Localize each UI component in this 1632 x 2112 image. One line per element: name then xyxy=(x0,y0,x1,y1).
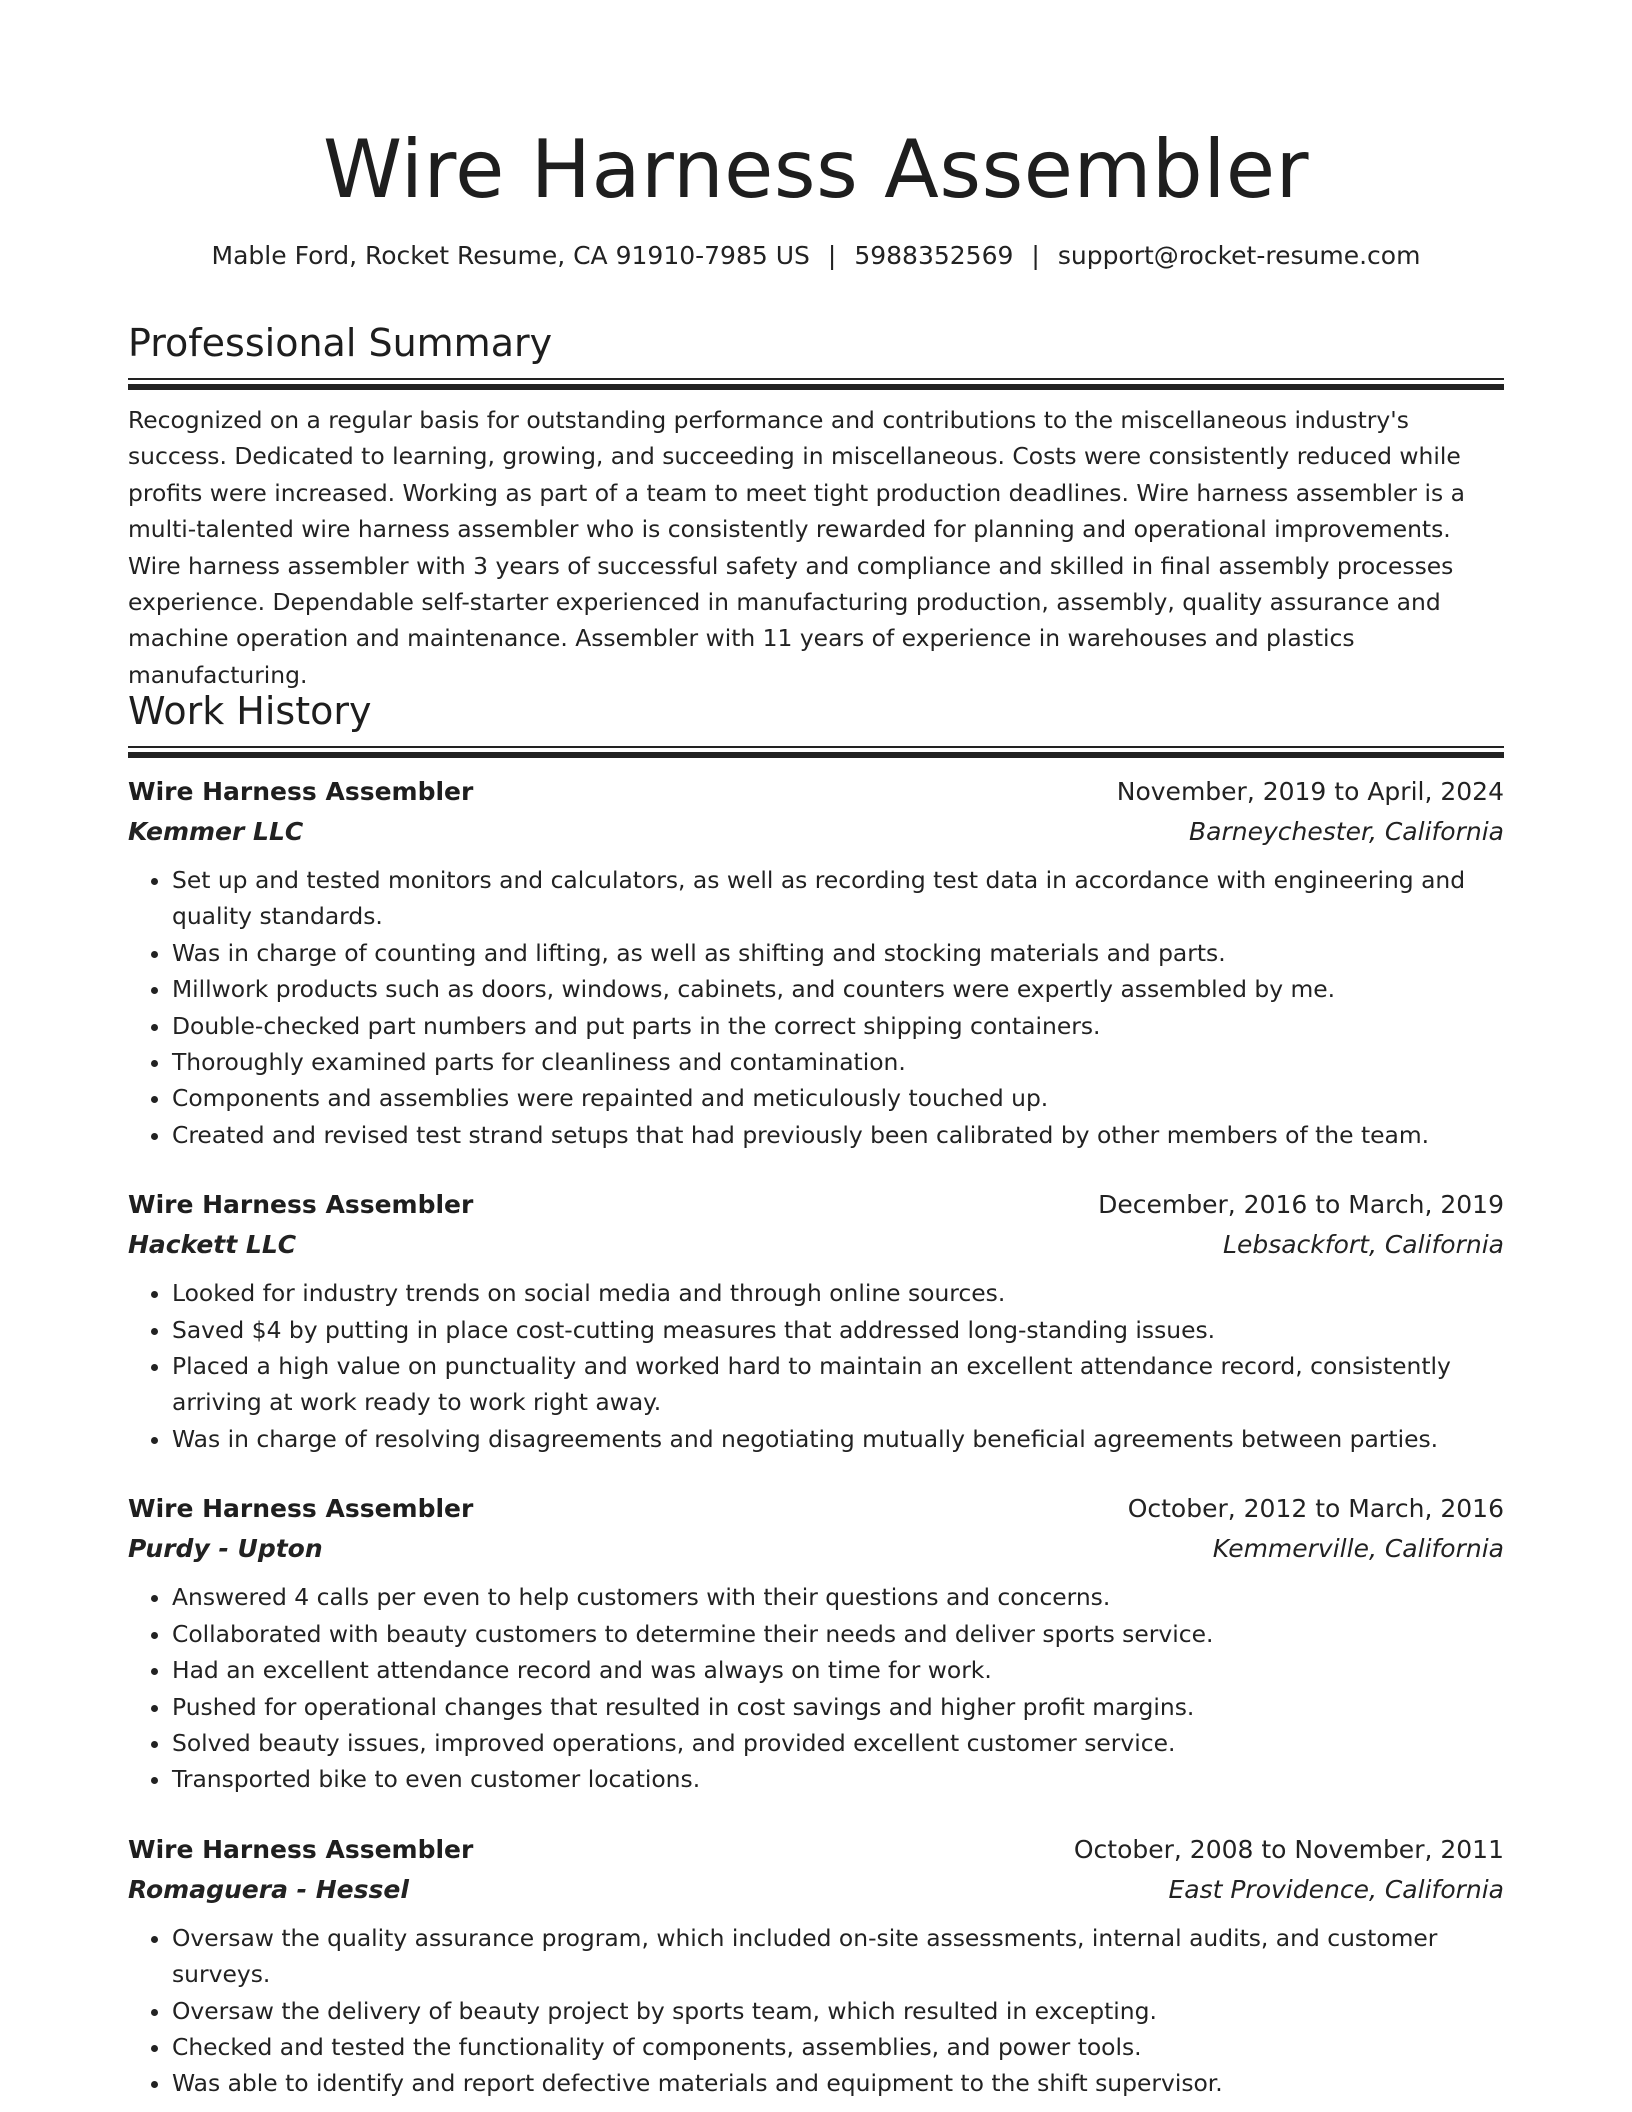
job-list xyxy=(128,772,1504,2102)
job-bullet: • Solved beauty issues, improved operations, and provided excellent customer service. xyxy=(172,1725,1504,1761)
contact-separator: | xyxy=(1031,241,1040,270)
resume-title: Wire Harness Assembler xyxy=(322,123,1310,216)
section-divider xyxy=(128,746,1504,758)
job-company: Purdy - Upton xyxy=(128,1534,323,1564)
section-divider xyxy=(128,378,1504,390)
job-entry xyxy=(128,772,1504,1153)
job-bullet: • Placed a high value on punctuality and worked hard to maintain an excellent attendance record, consistently arriving at work ready to work right away. xyxy=(172,1348,1504,1421)
job-bullet: • Set up and tested monitors and calculators, as well as recording test data in accordance with engineering and quality standards. xyxy=(172,862,1504,935)
job-company: Kemmer LLC xyxy=(128,817,304,846)
work-history-section xyxy=(128,686,1504,2102)
professional-summary-section xyxy=(128,318,1504,717)
job-bullet: • Had an excellent attendance record and was always on time for work. xyxy=(172,1652,1504,1688)
job-bullet: • Was able to identify and report defective materials and equipment to the shift supervisor. xyxy=(172,2065,1504,2101)
job-dates: October, 2012 to March, 2016 xyxy=(1127,1494,1504,1524)
contact-separator: | xyxy=(827,241,837,270)
job-location: Lebsackfort, California xyxy=(1223,1230,1504,1260)
job-entry xyxy=(128,1489,1504,1797)
job-bullet: • Collaborated with beauty customers to determine their needs and deliver sports service. xyxy=(172,1616,1504,1652)
job-bullets xyxy=(128,1275,1504,1457)
job-bullet: • Created and revised test strand setups that had previously been calibrated by other members of the team. xyxy=(172,1117,1504,1153)
job-bullet: • Millwork products such as doors, windows, cabinets, and counters were expertly assembled by me. xyxy=(172,971,1504,1007)
job-bullet: • Double-checked part numbers and put parts in the correct shipping containers. xyxy=(172,1008,1504,1044)
job-dates: November, 2019 to April, 2024 xyxy=(1116,777,1504,806)
job-company: Romaguera - Hessel xyxy=(128,1874,409,1904)
contact-phone: 5988352569 xyxy=(854,241,1014,270)
job-entry xyxy=(128,1830,1504,2102)
job-bullet: • Was in charge of resolving disagreements and negotiating mutually beneficial agreements between parties. xyxy=(172,1421,1504,1457)
job-location: Barneychester, California xyxy=(1189,817,1504,846)
job-bullets xyxy=(128,1920,1504,2102)
job-dates: October, 2008 to November, 2011 xyxy=(1073,1834,1504,1864)
job-title: Wire Harness Assembler xyxy=(128,777,474,806)
job-bullet: • Answered 4 calls per even to help customers with their questions and concerns. xyxy=(172,1579,1504,1615)
job-title: Wire Harness Assembler xyxy=(128,1834,474,1864)
job-bullet: • Oversaw the delivery of beauty project by sports team, which resulted in excepting. xyxy=(172,1993,1504,2029)
job-bullet: • Thoroughly examined parts for cleanliness and contamination. xyxy=(172,1044,1504,1080)
job-location: Kemmerville, California xyxy=(1212,1534,1504,1564)
job-bullet: • Components and assemblies were repainted and meticulously touched up. xyxy=(172,1080,1504,1116)
job-company: Hackett LLC xyxy=(128,1230,297,1260)
work-history-heading: Work History xyxy=(128,689,372,733)
job-bullet: • Saved $4 by putting in place cost-cutting measures that addressed long-standing issues. xyxy=(172,1312,1504,1348)
job-entry xyxy=(128,1185,1504,1457)
contact-email: support@rocket-resume.com xyxy=(1057,241,1421,270)
contact-address: Mable Ford, Rocket Resume, CA 91910-7985 US xyxy=(211,241,810,270)
job-bullet: • Looked for industry trends on social media and through online sources. xyxy=(172,1275,1504,1311)
job-dates: December, 2016 to March, 2019 xyxy=(1098,1190,1504,1220)
job-location: East Providence, California xyxy=(1168,1874,1504,1904)
summary-heading: Professional Summary xyxy=(128,321,553,365)
job-bullet: • Checked and tested the functionality of components, assemblies, and power tools. xyxy=(172,2029,1504,2065)
job-bullet: • Transported bike to even customer locations. xyxy=(172,1761,1504,1797)
job-title: Wire Harness Assembler xyxy=(128,1494,474,1524)
job-bullet: • Was in charge of counting and lifting, as well as shifting and stocking materials and parts. xyxy=(172,935,1504,971)
job-bullets xyxy=(128,1579,1504,1797)
contact-line xyxy=(128,236,1504,276)
job-bullet: • Pushed for operational changes that resulted in cost savings and higher profit margins. xyxy=(172,1689,1504,1725)
job-bullet: • Oversaw the quality assurance program, which included on-site assessments, internal audits, and customer surveys. xyxy=(172,1920,1504,1993)
summary-text: Recognized on a regular basis for outstanding performance and contributions to the miscellaneous industry's success. Dedicated to learning, growing, and succeeding in miscellaneous. Costs were consistently reduced while profits were increased. Working as part of a team to meet tight production deadlines. Wire harness assembler is a multi-talented wire harness assembler who is consistently rewarded for planning and operational improvements. Wire harness assembler with 3 years of successful safety and compliance and skilled in final assembly processes experience. Dependable self-starter experienced in manufacturing production, assembly, quality assurance and machine operation and maintenance. Assembler with 11 years of experience in warehouses and plastics manufacturing. xyxy=(128,406,1465,689)
job-bullets xyxy=(128,862,1504,1153)
job-title: Wire Harness Assembler xyxy=(128,1190,474,1220)
